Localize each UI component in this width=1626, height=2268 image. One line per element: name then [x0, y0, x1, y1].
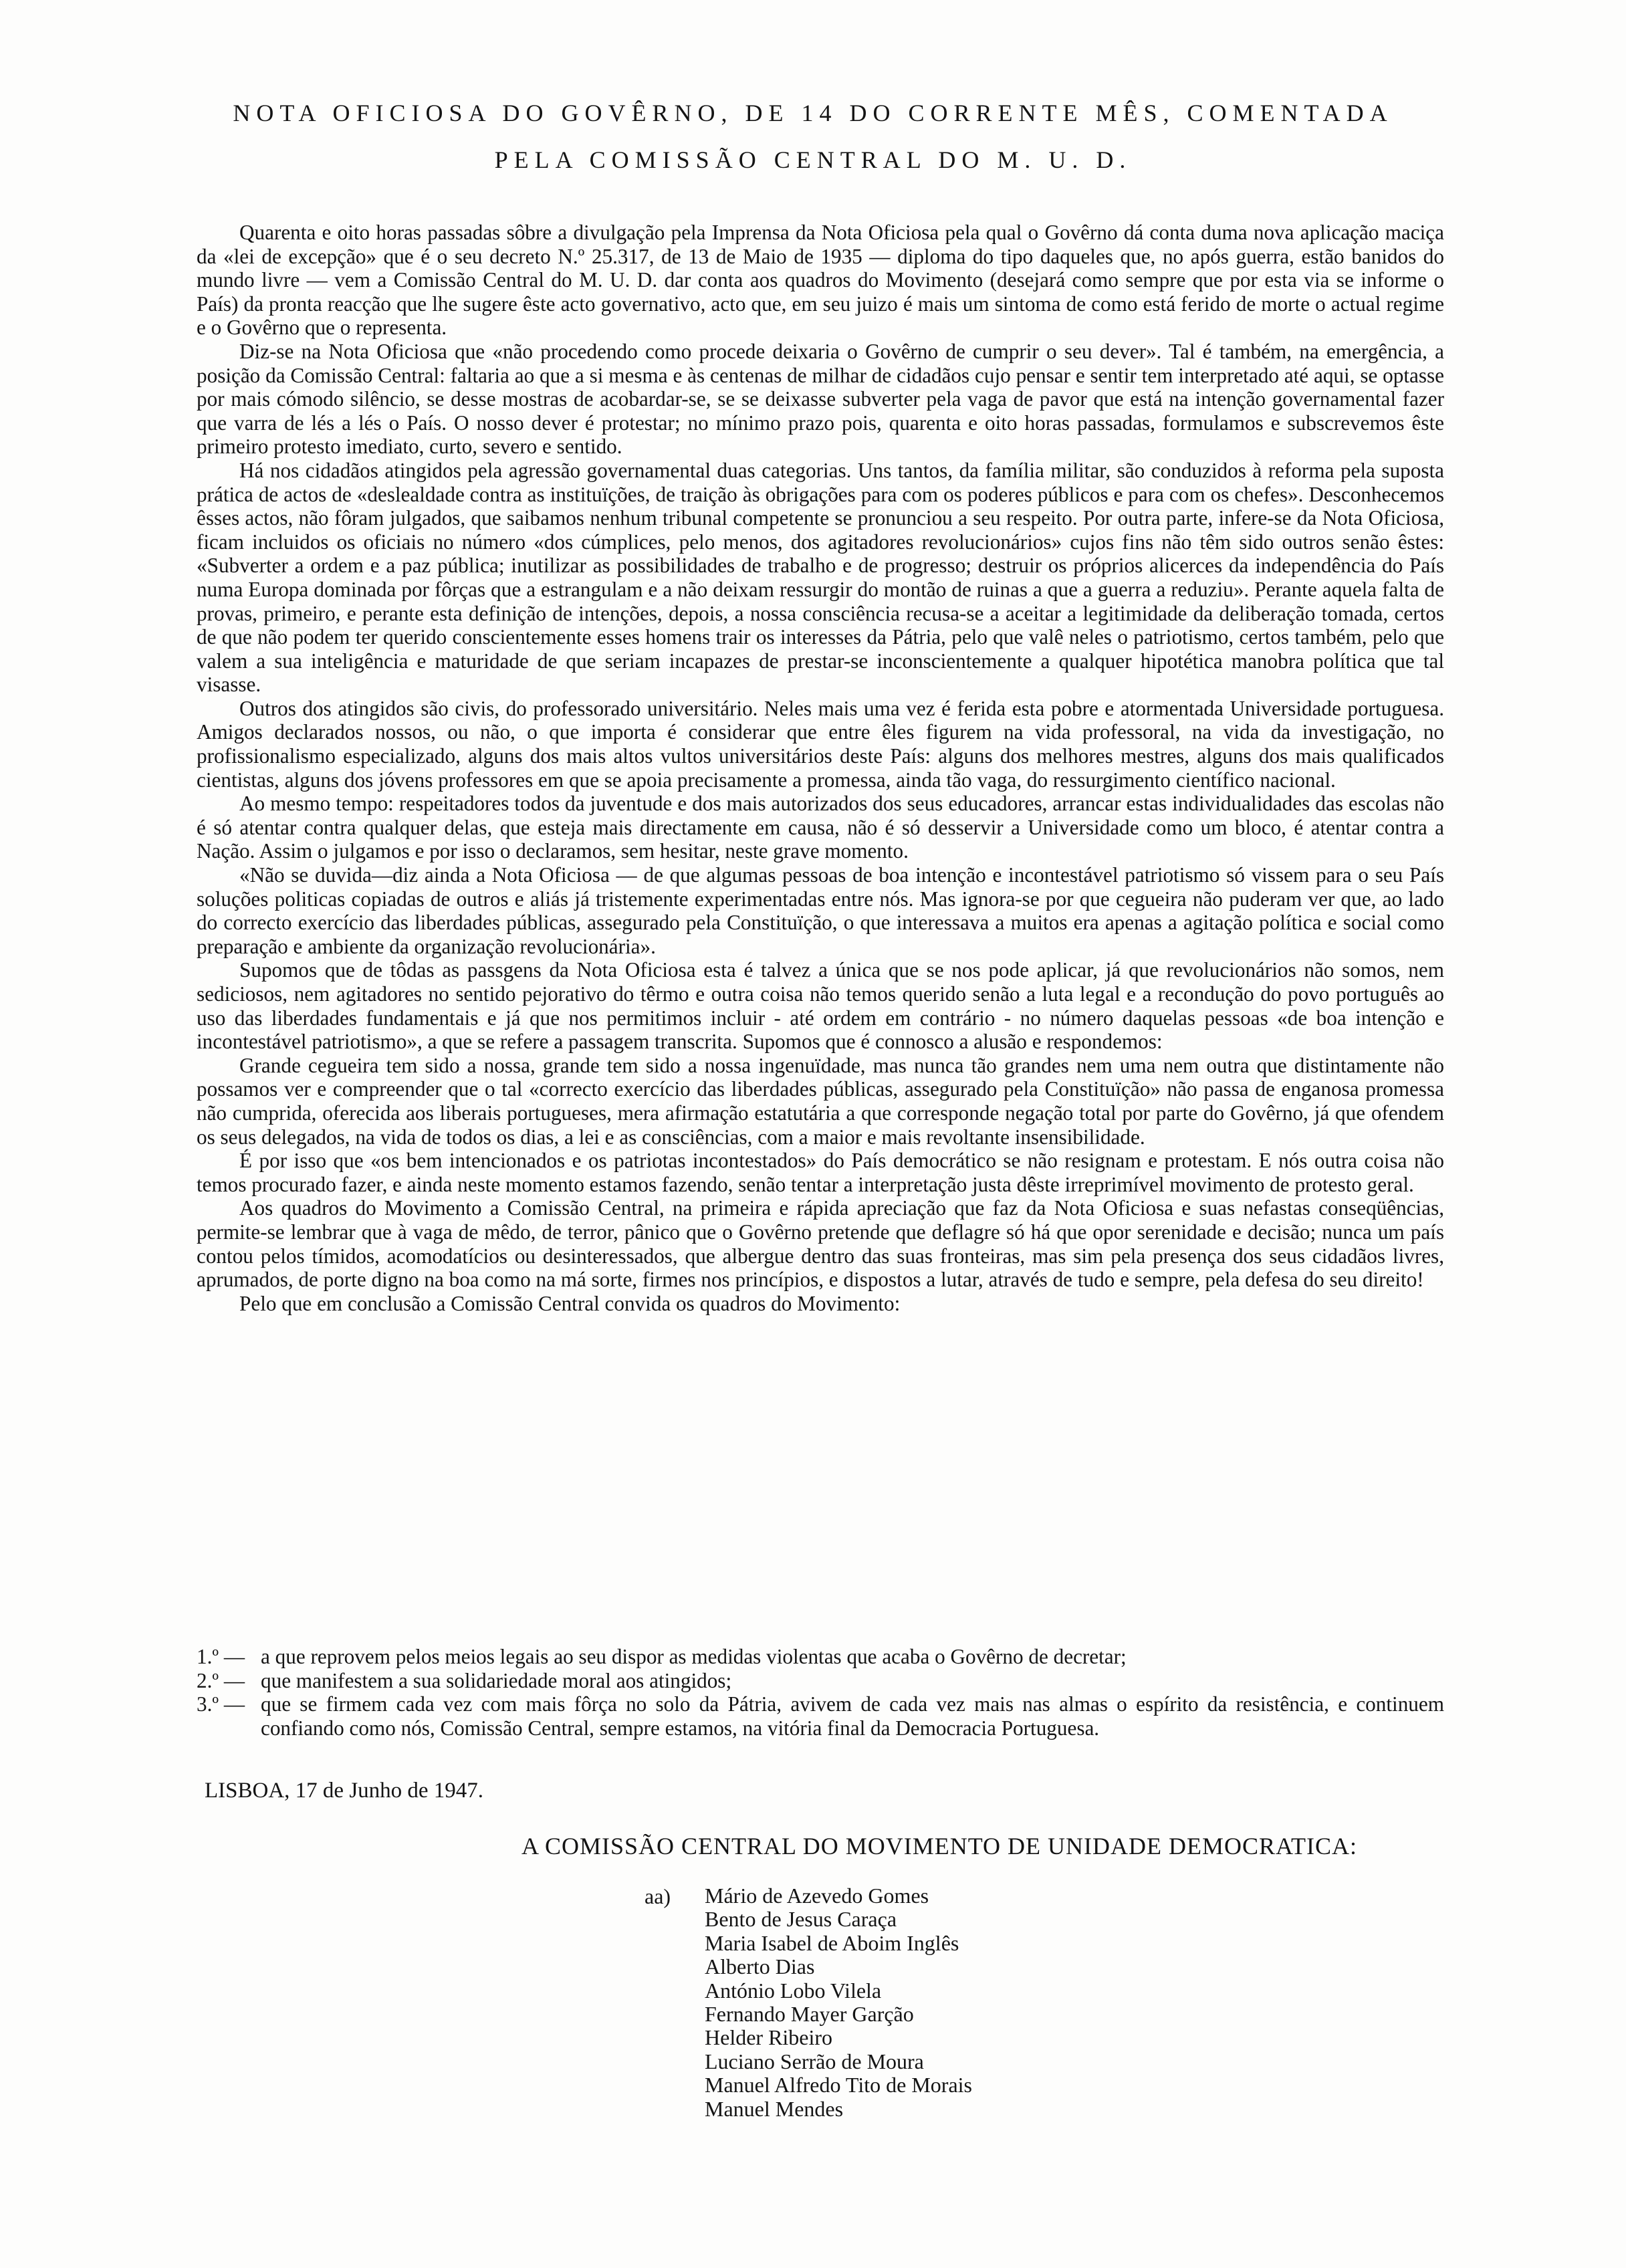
list-item-text: a que reprovem pelos meios legais ao seu dispor as medidas violentas que acaba o Govêrno de decretar;	[261, 1645, 1127, 1668]
document-title-line-2: PELA COMISSÃO CENTRAL DO M. U. D.	[494, 146, 1132, 173]
paragraph: «Não se duvida—diz ainda a Nota Oficiosa — de que algumas pessoas de boa intenção e incontestável patriotismo só vissem para o seu País soluções politicas copiadas de outros e aliás já tristemente experimentadas entre nós. Mas ignora-se por que cegueira não puderam ver que, ao lado do correcto exercício das liberdades públicas, assegurado pela Constituïção, o que interessava a muitos era apenas a agitação política e social como preparação e ambiente da organização revolucionária».	[197, 863, 1444, 958]
signatory-name: Helder Ribeiro	[705, 2025, 833, 2050]
signatory-name: Fernando Mayer Garção	[705, 2002, 914, 2027]
list-item	[197, 1692, 1444, 1740]
signatory-name: Manuel Alfredo Tito de Morais	[705, 2073, 972, 2097]
signatory-name: Alberto Dias	[705, 1954, 815, 1979]
list-item	[197, 1645, 1444, 1669]
signatories-list	[705, 1884, 972, 2121]
signatory-name: António Lobo Vilela	[705, 1978, 882, 2003]
paragraph: Há nos cidadãos atingidos pela agressão governamental duas categorias. Uns tantos, da família militar, são conduzidos à reforma pela suposta prática de actos de «deslealdade contra as instituïções, de traição às obrigações para com os poderes públicos e para com os chefes». Desconhecemos êsses actos, não fôram julgados, que saibamos nenhum tribunal competente se pronunciou a seu respeito. Por outra parte, infere-se da Nota Oficiosa, ficam incluidos os oficiais no número «dos cúmplices, pelo menos, dos agitadores revolucionários» cujos fins não têm sido outros senão êstes: «Subverter a ordem e a paz pública; inutilizar as possibilidades de trabalho e de progresso; destruir os próprios alicerces da independência do País numa Europa dominada por fôrças que a estrangulam e a não deixam ressurgir do montão de ruinas a que a guerra a reduziu». Perante aquela falta de provas, primeiro, e perante esta definição de intenções, depois, a nossa consciência recusa-se a aceitar a legitimidade da deliberação tomada, certos de que não podem ter querido conscientemente esses homens trair os interesses da Pátria, pelo que valê neles o patriotismo, certos também, pelo que valem a sua inteligência e maturidade de que seriam incapazes de prestar-se inconscientemente a qualquer hipotética manobra política que tal visasse.	[197, 458, 1444, 697]
resolutions-list	[197, 1645, 1444, 1740]
paragraph: Supomos que de tôdas as passgens da Nota Oficiosa esta é talvez a única que se nos pode aplicar, já que revolucionários não somos, nem sediciosos, nem agitadores no sentido pejorativo do têrmo e outra coisa não temos querido senão a luta legal e a recondução do povo português ao uso das liberdades fundamentais e já que nos permitimos incluir - até ordem em contrário - no número daquelas pessoas «de boa intenção e incontestável patriotismo», a que se refere a passagem transcrita. Supomos que é connosco a alusão e respondemos:	[197, 958, 1444, 1054]
signatory-name: Bento de Jesus Caraça	[705, 1907, 897, 1932]
signatory-name: Manuel Mendes	[705, 2096, 844, 2121]
signature-heading: A COMISSÃO CENTRAL DO MOVIMENTO DE UNIDADE DEMOCRATICA:	[521, 1833, 1358, 1859]
paragraph: Outros dos atingidos são civis, do professorado universitário. Neles mais uma vez é ferida esta pobre e atormentada Universidade portuguesa. Amigos declarados nossos, ou não, o que importa é considerar que entre êles figurem na vida professoral, na vida da investigação, no profissionalismo especializado, alguns dos mais altos vultos universitários deste País: alguns dos melhores mestres, alguns dos mais qualificados cientistas, alguns dos jóvens professores em que se apoia precisamente a promessa, ainda tão vaga, do ressurgimento científico nacional.	[197, 696, 1444, 792]
paragraph: Aos quadros do Movimento a Comissão Central, na primeira e rápida apreciação que faz da Nota Oficiosa e suas nefastas conseqüências, permite-se lembrar que à vaga de mêdo, de terror, pânico que o Govêrno pretende que deflagre só há que opor serenidade e decisão; nunca um país contou pelos tímidos, acomodatícios ou desinteressados, que albergue dentro das suas fronteiras, mas sim pela presença dos seus cidadãos livres, aprumados, de porte digno na boa como na má sorte, firmes nos princípios, e dispostos a lutar, através de tudo e sempre, pela defesa do seu direito!	[197, 1196, 1444, 1292]
list-item-number: 2.º —	[197, 1668, 245, 1692]
list-item-number: 1.º —	[197, 1645, 245, 1668]
signatory-name: Maria Isabel de Aboim Inglês	[705, 1930, 959, 1955]
list-item-number: 3.º —	[197, 1692, 245, 1716]
list-item-text: que manifestem a sua solidariedade moral aos atingidos;	[261, 1668, 732, 1692]
paragraph: Grande cegueira tem sido a nossa, grande tem sido a nossa ingenuïdade, mas nunca tão grandes nem uma nem outra que distintamente não possamos ver e compreender que o tal «correcto exercício das liberdades públicas, assegurado pela Constituïção» não passa de enganosa promessa não cumprida, oferecida aos liberais portugueses, mera afirmação estatutária a que corresponde negação total por parte do Govêrno, já que ofendem os seus delegados, na vida de todos os dias, a lei e as consciências, com a maior e mais revoltante insensibilidade.	[197, 1053, 1444, 1149]
list-item	[197, 1669, 1444, 1693]
paragraph: É por isso que «os bem intencionados e os patriotas incontestados» do País democrático se não resignam e protestam. E nós outra coisa não temos procurado fazer, e ainda neste momento estamos fazendo, senão tentar a interpretação justa dêste irreprimível movimento de protesto geral.	[197, 1149, 1444, 1196]
paragraph: Quarenta e oito horas passadas sôbre a divulgação pela Imprensa da Nota Oficiosa pela qual o Govêrno dá conta duma nova aplicação maciça da «lei de excepção» que é o seu decreto N.º 25.317, de 13 de Maio de 1935 — diploma do tipo daqueles que, no após guerra, estão banidos do mundo livre — vem a Comissão Central do M. U. D. dar conta aos quadros do Movimento (desejará como sempre que por esta via se informe o País) da pronta reacção que lhe sugere êste acto governativo, acto que, em seu juizo é mais um sintoma de como está ferido de morte o actual regime e o Govêrno que o representa.	[197, 221, 1444, 340]
signatory-name: Luciano Serrão de Moura	[705, 2049, 924, 2073]
signature-prefix: aa)	[645, 1884, 671, 1908]
document-body	[197, 221, 1444, 1315]
paragraph: Pelo que em conclusão a Comissão Central convida os quadros do Movimento:	[239, 1291, 901, 1315]
list-item-text: que se firmem cada vez com mais fôrça no solo da Pátria, avivem de cada vez mais nas almas o espírito da resistência, e continuem confiando como nós, Comissão Central, sempre estamos, na vitória final da Democracia Portuguesa.	[261, 1692, 1444, 1740]
paragraph: Diz-se na Nota Oficiosa que «não procedendo como procede deixaria o Govêrno de cumprir o seu dever». Tal é também, na emergência, a posição da Comissão Central: faltaria ao que a si mesma e às centenas de milhar de cidadãos cujo pensar e sentir tem interpretado até aqui, se optasse por mais cómodo silêncio, se desse mostras de acobardar-se, se se deixasse subverter pela vaga de pavor que está na intenção governamental fazer que varra de lés a lés o País. O nosso dever é protestar; no mínimo prazo pois, quarenta e oito horas passadas, formulamos e subscrevemos êste primeiro protesto imediato, curto, severo e sentido.	[197, 339, 1444, 459]
signatory-name: Mário de Azevedo Gomes	[705, 1884, 929, 1908]
paragraph: Ao mesmo tempo: respeitadores todos da juventude e dos mais autorizados dos seus educadores, arrancar estas individualidades das escolas não é só atentar contra qualquer delas, que esteja mais directamente em causa, não é só desservir a Universidade como um bloco, é atentar contra a Nação. Assim o julgamos e por isso o declaramos, sem hesitar, neste grave momento.	[197, 792, 1444, 863]
document-title-line-1: NOTA OFICIOSA DO GOVÊRNO, DE 14 DO CORRENTE MÊS, COMENTADA	[233, 100, 1393, 126]
dateline: LISBOA, 17 de Junho de 1947.	[205, 1779, 484, 1803]
